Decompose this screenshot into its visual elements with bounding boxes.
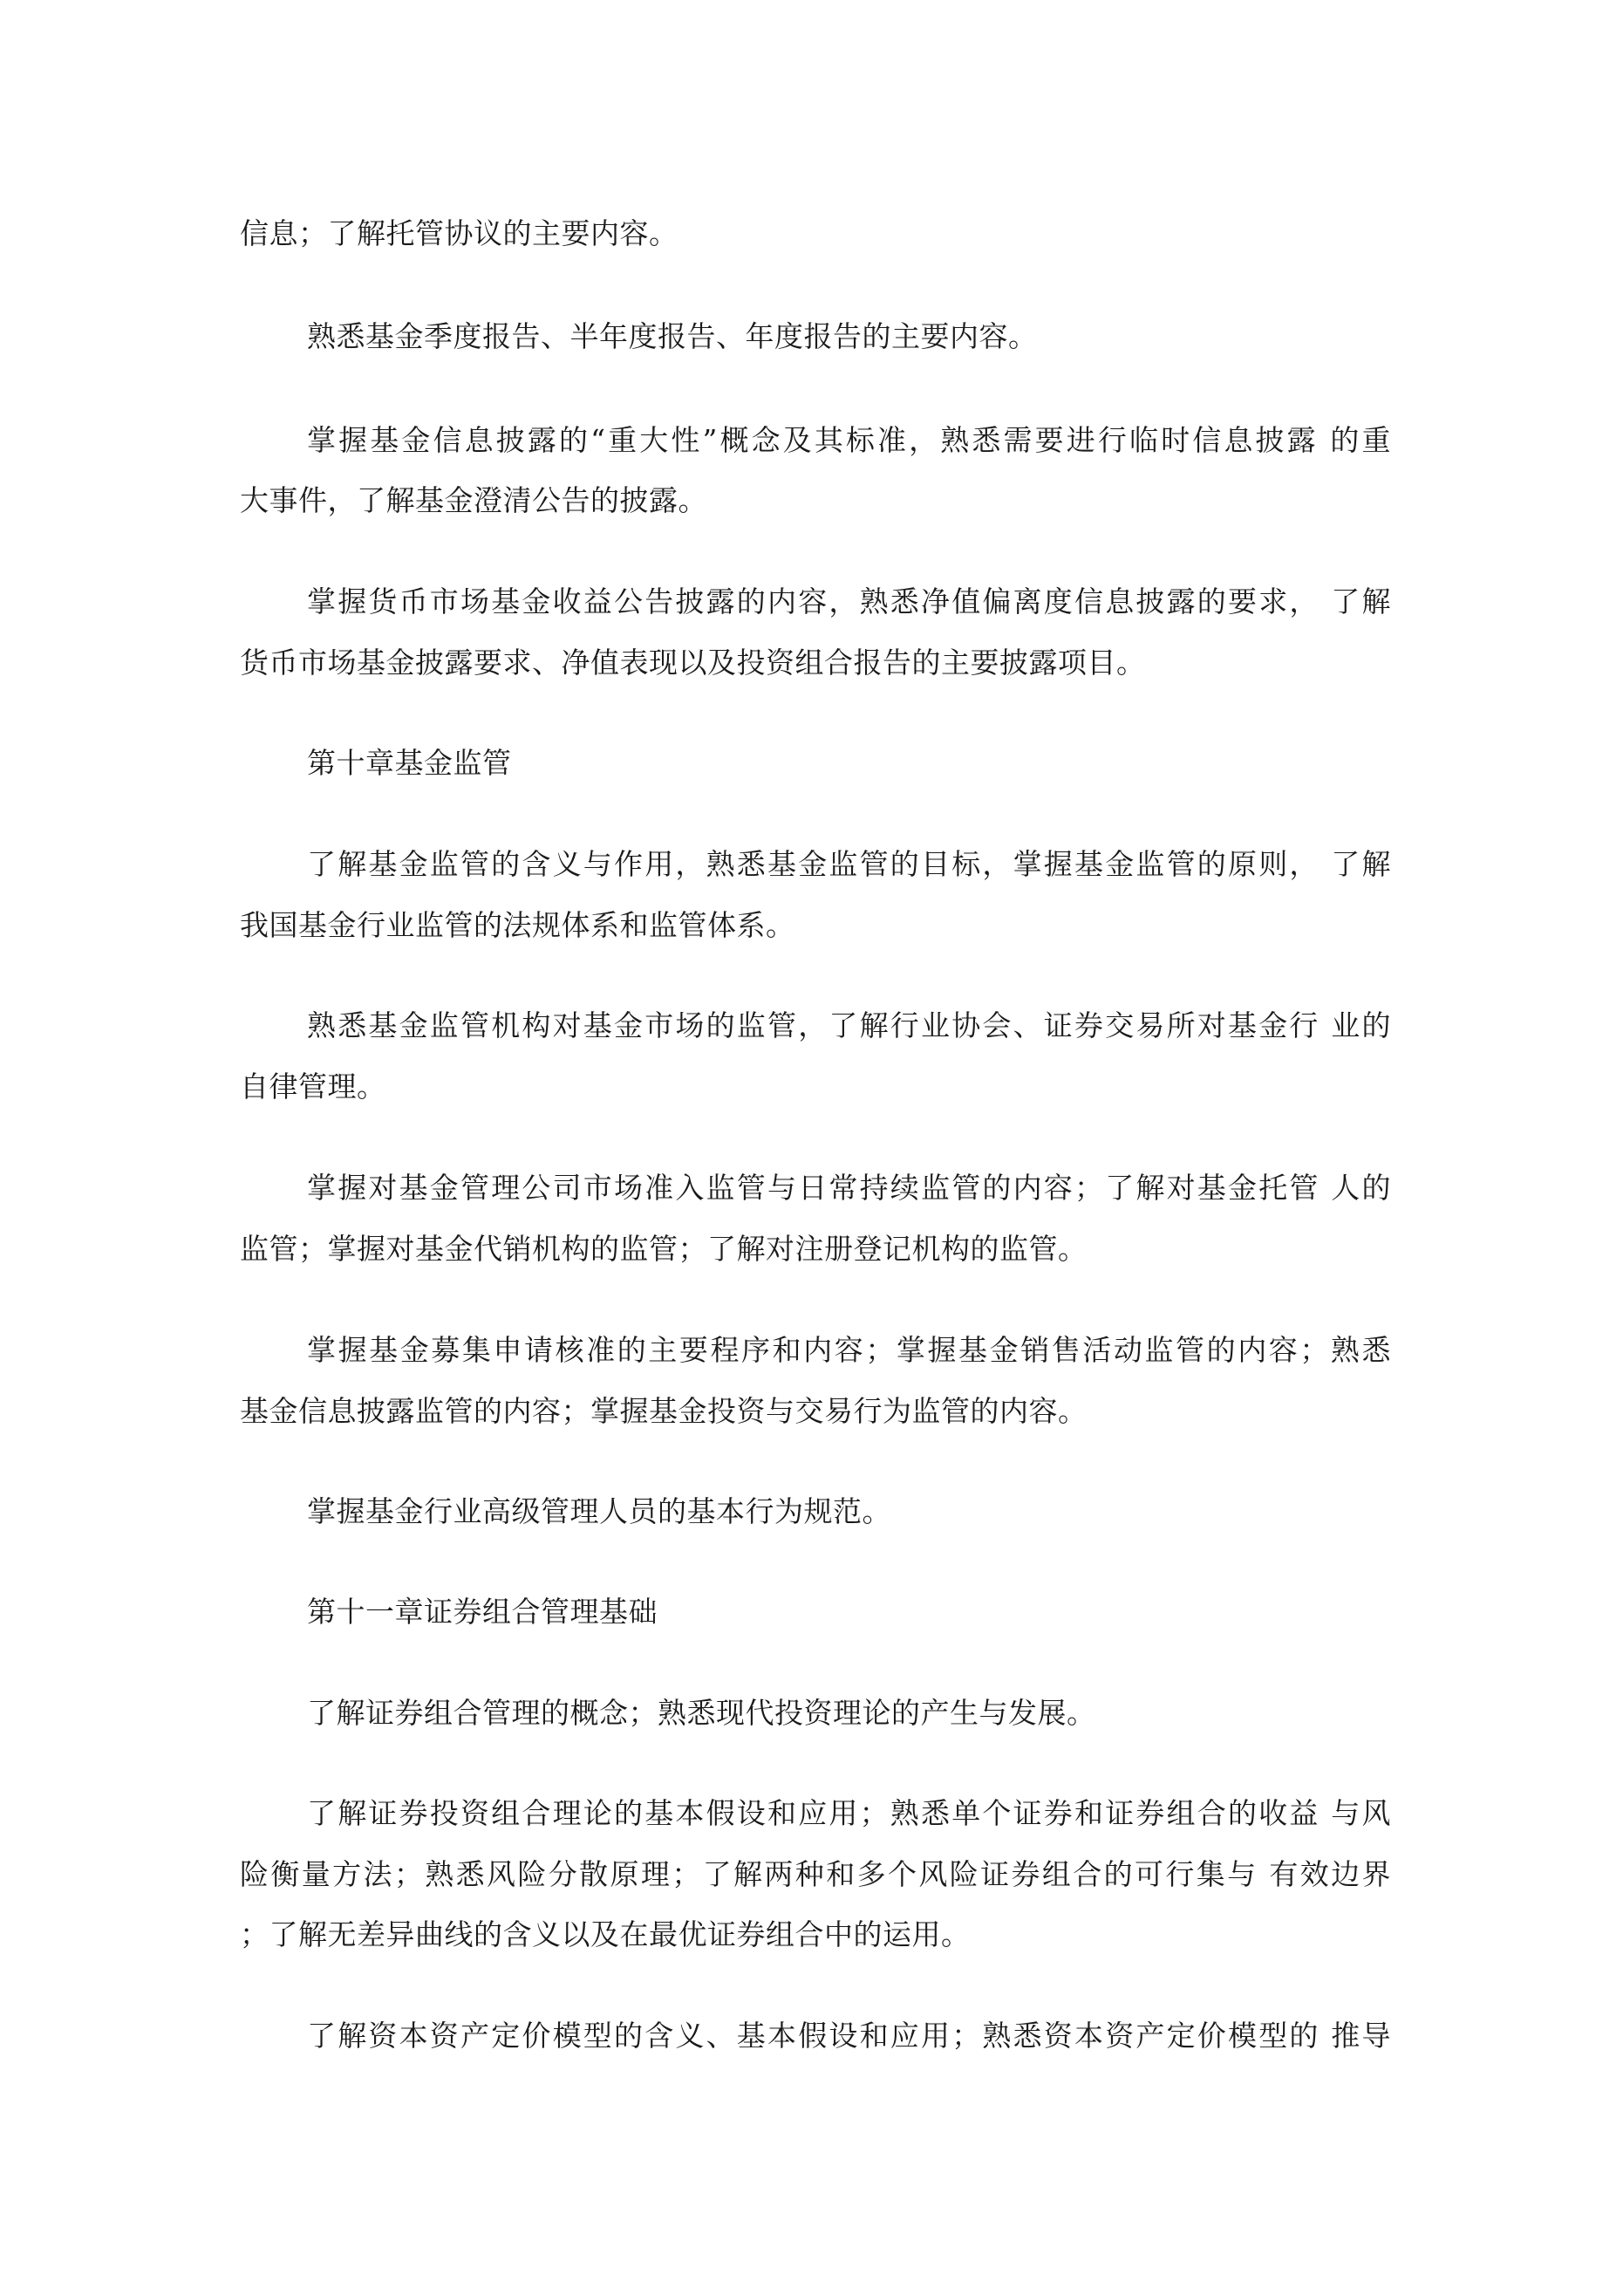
text-line: 了解证券投资组合理论的基本假设和应用；熟悉单个证券和证券组合的收益 与风 [307, 1796, 1391, 1830]
text-line: 熟悉基金监管机构对基金市场的监管，了解行业协会、证券交易所对基金行 业的 [307, 1008, 1391, 1042]
text-line: 了解资本资产定价模型的含义、基本假设和应用；熟悉资本资产定价模型的 推导 [307, 2019, 1391, 2053]
text-line: 基金信息披露监管的内容；掌握基金投资与交易行为监管的内容。 [240, 1394, 1088, 1428]
text-line: 掌握对基金管理公司市场准入监管与日常持续监管的内容；了解对基金托管 人的 [307, 1171, 1391, 1205]
chapter-heading: 第十章基金监管 [307, 746, 512, 780]
text-line: 货币市场基金披露要求、净值表现以及投资组合报告的主要披露项目。 [240, 646, 1146, 680]
text-line: 了解证券组合管理的概念；熟悉现代投资理论的产生与发展。 [307, 1696, 1096, 1730]
text-line: 大事件，了解基金澄清公告的披露。 [240, 483, 707, 517]
text-line: 了解基金监管的含义与作用，熟悉基金监管的目标，掌握基金监管的原则， 了解 [307, 847, 1391, 881]
text-line: 掌握货币市场基金收益公告披露的内容，熟悉净值偏离度信息披露的要求， 了解 [307, 584, 1391, 618]
text-line: 熟悉基金季度报告、半年度报告、年度报告的主要内容。 [307, 319, 1038, 353]
text-line: 掌握基金行业高级管理人员的基本行为规范。 [307, 1494, 891, 1528]
text-line: 我国基金行业监管的法规体系和监管体系。 [240, 908, 795, 942]
text-line: 监管；掌握对基金代销机构的监管；了解对注册登记机构的监管。 [240, 1232, 1088, 1266]
chapter-heading: 第十一章证券组合管理基础 [307, 1595, 658, 1629]
text-line: 掌握基金募集申请核准的主要程序和内容；掌握基金销售活动监管的内容；熟悉 [307, 1333, 1391, 1367]
text-line: ；了解无差异曲线的含义以及在最优证券组合中的运用。 [240, 1917, 971, 1951]
text-line: 信息；了解托管协议的主要内容。 [240, 216, 679, 250]
text-line: 险衡量方法；熟悉风险分散原理；了解两种和多个风险证券组合的可行集与 有效边界 [240, 1857, 1391, 1891]
text-line: 自律管理。 [240, 1069, 386, 1104]
text-line: 掌握基金信息披露的“重大性”概念及其标准，熟悉需要进行临时信息披露 的重 [307, 423, 1391, 457]
